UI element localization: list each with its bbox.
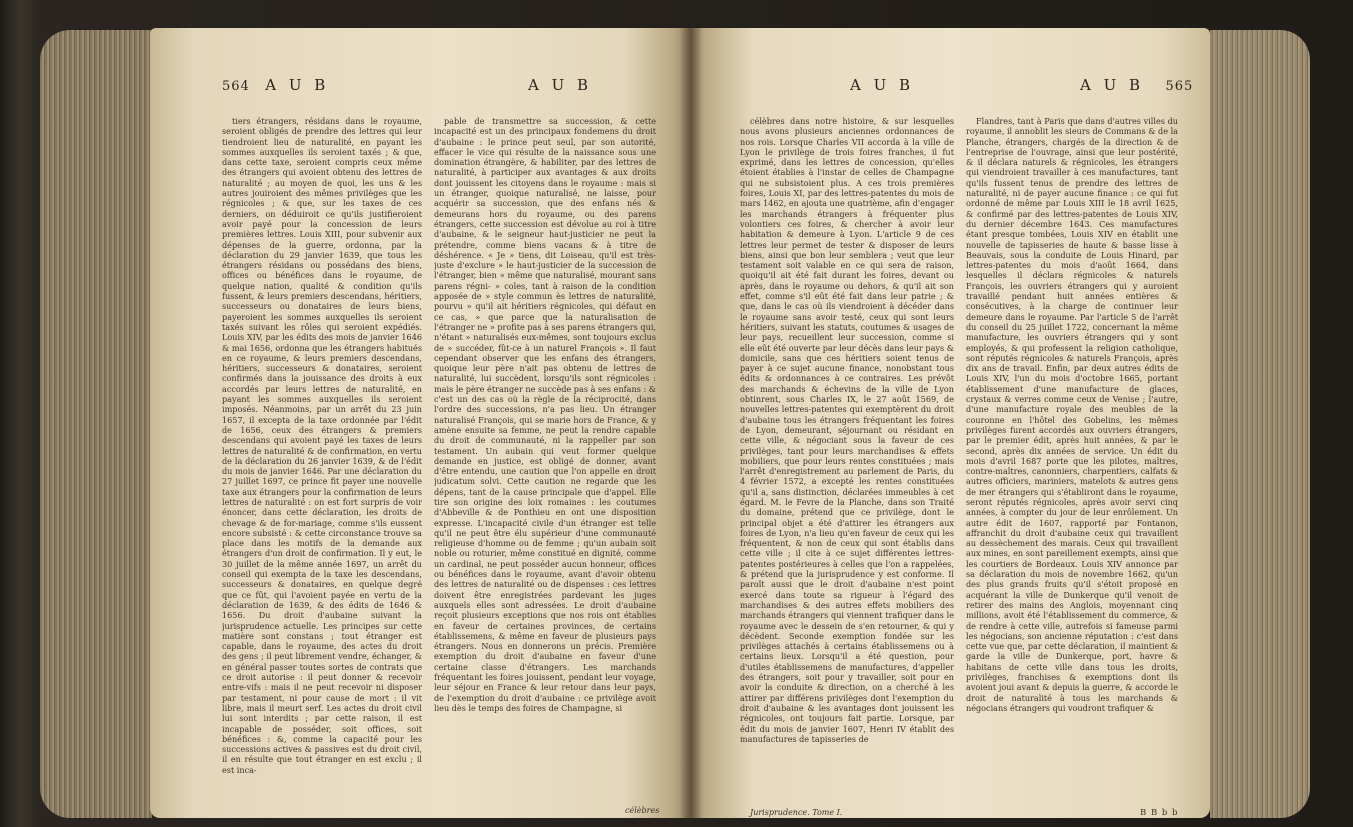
left-catchword: célèbres <box>625 806 660 815</box>
book-gutter <box>680 28 702 818</box>
right-running-head: A U B <box>850 76 915 94</box>
right-page <box>690 28 1210 818</box>
right-column-2-text: Flandres, tant à Paris que dans d'autres villes du royaume, il annoblit les sieurs de Commans & de la Planche, étrangers, chargés de la direction & de l'entreprise de l'ouvrage, ainsi que leur postérité, & il déclara naturels & régnicoles, les étrangers qui viendroient travailler à ces manufactures, tant qu'ils fussent tenus de prendre des lettres de naturalité, ni de payer aucune finance : ce qui fut ordonné de même par Louis XIII le 18 avril 1625, & confirmé par des lettres-patentes de Louis XIV, du dernier décembre 1643. Ces manufactures étant presque tombées, Louis XIV en établit une nouvelle de tapisseries de haute & basse lisse à Beauvais, sous la conduite de Louis Hinard, par lettres-patentes du mois d'août 1664, dans lesquelles il déclara régnicoles & naturels François, les ouvriers étrangers qui y auroient travaillé pendant huit années entières & consécutives, à la charge de continuer leur demeure dans le royaume. Par l'article 5 de l'arrêt du conseil du 25 juillet 1722, concernant la même manufacture, les ouvriers étrangers qui y sont employés, & qui professent la religion catholique, sont réputés régnicoles & naturels François, après dix ans de travail. Enfin, par deux autres édits de Louis XIV, l'un du mois d'octobre 1665, portant établissement d'une manufacture de glaces, crystaux & verres comme ceux de Venise ; l'autre, d'une manufacture royale des meubles de la couronne en l'hôtel des Gobelins, les mêmes privilèges furent accordés aux ouvriers étrangers, par le premier édit, après huit années, & par le second, après dix années de service. Un édit du mois d'avril 1687 porte que les pilotes, maîtres, contre-maîtres, canonniers, charpentiers, calfats & autres officiers, mariniers, matelots & autres gens de mer étrangers qui s'établiront dans le royaume, seront réputés régnicoles, après avoir servi cinq années, à compter du jour de leur enrôlement. Un autre édit de 1607, rapporté par Fontanon, affranchit du droit d'aubaine ceux qui travaillent au dessèchement des marais. Ceux qui travaillent aux mines, en sont pareillement exempts, ainsi que les courtiers de Bordeaux. Louis XIV annonce par sa déclaration du mois de novembre 1662, qu'un des plus grands fruits qu'il s'étoit proposé en acquérant la ville de Dunkerque qu'il venoit de retirer des mains des Anglois, moyennant cinq millions, avoit été l'établissement du commerce, & de rendre à cette ville, autrefois si fameuse parmi les négocians, son ancienne réputation : c'est dans cette vue que, par cette déclaration, il maintient & garde la ville de Dunkerque, port, havre & habitans de cette ville dans tous les droits, privilèges, franchises & exemptions dont ils avoient joui avant & depuis la guerre, & accorde le droit de naturalité à tous les marchands & négocians étrangers qui voudront trafiquer & <box>966 116 1178 713</box>
left-page <box>150 28 690 818</box>
left-running-head: A U B <box>528 76 593 94</box>
left-page-number: 564 A U B <box>222 76 330 94</box>
signature-mark: B B b b <box>1140 808 1179 818</box>
left-column-1 <box>222 116 422 806</box>
right-page-number: A U B 565 <box>1080 76 1194 94</box>
left-column-2-text: pable de transmettre sa succession, & cette incapacité est un des principaux fondemens du droit d'aubaine : le prince peut seul, par son autorité, effacer le vice qui résulte de la naissance sous une domination étrangère, & habiliter, par des lettres de naturalité, à participer aux avantages & aux droits dont jouissent les citoyens dans le royaume : mais si un étranger, quoique naturalisé, ne laisse, pour acquérir sa succession, que des enfans nés & demeurans hors du royaume, ou des parens étrangers, cette succession est dévolue au roi à titre d'aubaine, & le seigneur haut-justicier ne peut la prétendre, comme biens vacans & à titre de déshérence. « Je » tiens, dit Loiseau, qu'il est très-juste d'exclure » le haut-justicier de la succession de l'étranger, bien » même que naturalisé, mourant sans parens régni- » coles, tant à raison de la condition apposée de » style commun ès lettres de naturalité, pourvu » qu'il ait héritiers régnicoles, qui défaut en ce cas, » que parce que la naturalisation de l'étranger ne » profite pas à ses parens étrangers qui, n'étant » naturalisés eux-mêmes, sont toujours exclus de » succéder, fût-ce à un naturel François ». Il faut cependant observer que les enfans des étrangers, quoique leur père n'ait pas obtenu de lettres de naturalité, lui succèdent, lorsqu'ils sont régnicoles : mais le père étranger ne succède pas à ses enfans : & c'est un des cas où la règle de la réciprocité, dans l'ordre des successions, n'a pas lieu. Un étranger naturalisé François, qui se marie hors de France, & y amène ensuite sa femme, ne peut la rendre capable du droit de communauté, ni la rappeller par son testament. Un aubain qui veut former quelque demande en justice, est obligé de donner, avant d'être entendu, une caution que l'on appelle en droit judicatum solvi. Cette caution ne regarde que les dépens, tant de la cause principale que d'appel. Elle tire son origine des loix romaines : les coutumes d'Abbeville & de Ponthieu en ont une disposition expresse. L'incapacité civile d'un étranger est telle qu'il ne peut être élu supérieur d'une communauté religieuse d'homme ou de femme ; qu'un aubain soit noble ou roturier, même constitué en dignité, comme un cardinal, ne peut posséder aucun honneur, offices ou bénéfices dans le royaume, avant d'avoir obtenu des lettres de naturalité ou de dispenses : ces lettres doivent être enregistrées pardevant les juges auxquels elles sont adressées. Le droit d'aubaine reçoit plusieurs exceptions que nos rois ont établies en faveur de certaines provinces, de certains établissemens, & même en faveur de plusieurs pays étrangers. Nous en donnerons un précis. Première exemption du droit d'aubaine en faveur d'une certaine classe d'étrangers. Les marchands fréquentant les foires jouissent, pendant leur voyage, leur séjour en France & leur retour dans leur pays, de l'exemption du droit d'aubaine : ce privilège avoit lieu dès le temps des foires de Champagne, si <box>434 116 656 713</box>
right-column-1-text: célèbres dans notre histoire, & sur lesquelles nous avons plusieurs anciennes ordonnances de nos rois. Lorsque Charles VII accorda à la ville de Lyon le privilège de trois foires franches, il fut exprimé, dans les lettres de concession, qu'elles étoient établies à l'instar de celles de Champagne qui ne subsistoient plus. A ces trois premières foires, Louis XI, par des lettres-patentes du mois de mars 1462, en ajouta une quatrième, afin d'engager les marchands étrangers à fréquenter plus volontiers ces foires, & chercher à avoir leur habitation & demeure à Lyon. L'article 9 de ces lettres leur permet de tester & disposer de leurs biens, ainsi que bon leur semblera ; veut que leur testament soit valable en ce qui sera de raison, quoiqu'il ait été fait durant les foires, devant ou après, dans le royaume ou dehors, & qu'il ait son effet, comme s'il eût été fait dans leur patrie ; & que, dans le cas où ils viendroient à décéder dans le royaume sans avoir testé, ceux qui sont leurs héritiers, suivant les statuts, coutumes & usages de leur pays, recueillent leur succession, comme si elle eût été ouverte par leur décès dans leur pays & domicile, sans que ces héritiers soient tenus de payer à ce sujet aucune finance, nonobstant tous édits & ordonnances à ce contraires. Les prévôt des marchands & échevins de la ville de Lyon obtinrent, sous Charles IX, le 27 août 1569, de nouvelles lettres-patentes qui exemptèrent du droit d'aubaine tous les étrangers fréquentant les foires de Lyon, demeurant, séjournant ou résidant en cette ville, & négociant sous la faveur de ces privilèges, tant pour leurs marchandises & effets mobiliers, que pour leurs rentes constituées ; mais l'arrêt d'enregistrement au parlement de Paris, du 4 février 1572, a excepté les rentes constituées qu'il a, sans distinction, déclarées immeubles à cet égard. M. le Fevre de la Planche, dans son Traité du domaine, prétend que ce privilège, dont le principal objet a été d'attirer les étrangers aux foires de Lyon, n'a lieu qu'en faveur de ceux qui les fréquentent, & non de ceux qui sont établis dans cette ville ; il cite à ce sujet différentes lettres-patentes postérieures à celles que l'on a rappelées, & prétend que la jurisprudence y est conforme. Il paroît aussi que le droit d'aubaine n'est point exercé dans toute sa rigueur à l'égard des marchandises & des autres effets mobiliers des marchands étrangers qui viennent trafiquer dans le royaume avec le dessein de s'en retourner, & qui y décèdent. Seconde exemption fondée sur les privilèges attachés à certains établissemens ou à certains lieux. Lorsqu'il a été question, pour d'utiles établissemens de manufactures, d'appeller des étrangers, soit pour y travailler, soit pour en avoir la conduite & direction, on a cherché à les attirer par différens privilèges dont l'exemption du droit d'aubaine & les avantages dont jouissent les régnicoles, ont toujours fait partie. Lorsque, par édit du mois de janvier 1607, Henri IV établit des manufactures de tapisseries de <box>740 116 954 744</box>
right-footer-title: Jurisprudence. Tome I. <box>750 808 843 817</box>
right-page-stack-edge <box>1210 30 1310 818</box>
left-column-1-text: tiers étrangers, résidans dans le royaume, seroient obligés de prendre des lettres qui leur tiendroient lieu de naturalité, en payant les sommes auxquelles ils seroient taxés ; & que, dans cette taxe, seroient compris ceux même des étrangers qui avoient obtenu des lettres de naturalité ; au moyen de quoi, les uns & les autres jouiroient des mêmes privilèges que les régnicoles ; & que, sur les taxes de ces derniers, on déduiroit ce qu'ils justifieroient avoir payé pour la concession de leurs premières lettres. Louis XIII, pour subvenir aux dépenses de la guerre, ordonna, par la déclaration du 29 janvier 1639, que tous les étrangers résidans ou possédans des biens, offices ou bénéfices dans le royaume, de quelque nation, qualité & condition qu'ils fussent, & leurs premiers descendans, héritiers, successeurs ou donataires de leurs biens, payeroient les sommes auxquelles ils seroient taxés suivant les rôles qui seroient expédiés. Louis XIV, par les édits des mois de janvier 1646 & mai 1656, ordonna que les étrangers habitués en ce royaume, & leurs premiers descendans, héritiers, successeurs & donataires, seroient confirmés dans la jouissance des droits à eux accordés par leurs lettres de naturalité, en payant les sommes auxquelles ils seroient imposés. Néanmoins, par un arrêt du 23 juin 1657, il excepta de la taxe ordonnée par l'édit de 1656, ceux des étrangers & premiers descendans qui avoient payé les taxes de leurs lettres de naturalité & de confirmation, en vertu de la déclaration du 26 janvier 1639, & de l'édit du mois de janvier 1646. Par une déclaration du 27 juillet 1697, ce prince fit payer une nouvelle taxe aux étrangers pour la confirmation de leurs lettres de naturalité : on est fort surpris de voir énoncer, dans cette déclaration, les droits de chevage & de for-mariage, comme s'ils eussent encore subsisté : & cette circonstance trouve sa place dans les motifs de la demande aux étrangers d'un droit de confirmation. Il y eut, le 30 juillet de la même année 1697, un arrêt du conseil qui exempta de la taxe les descendans, successeurs & donataires, en quelque degré que ce fût, qui l'avoient payée en vertu de la déclaration de 1639, & des édits de 1646 & 1656. Du droit d'aubaine suivant la jurisprudence actuelle. Les principes sur cette matière sont constans ; tout étranger est capable, dans le royaume, des actes du droit des gens ; il peut librement vendre, échanger, & en général passer toutes sortes de contrats que ce droit autorise : il peut donner & recevoir entre-vifs : mais il ne peut recevoir ni disposer par testament, ni pour cause de mort : il vit libre, mais il meurt serf. Les actes du droit civil lui sont interdits ; par cette raison, il est incapable de posséder, soit offices, soit bénéfices : &, comme la capacité pour les successions actives & passives est du droit civil, il en résulte que tout étranger en est exclu ; il est inca- <box>222 116 422 775</box>
left-column-2 <box>434 116 656 806</box>
right-column-1 <box>740 116 954 806</box>
left-page-stack-edge <box>40 30 152 818</box>
right-column-2 <box>966 116 1178 806</box>
